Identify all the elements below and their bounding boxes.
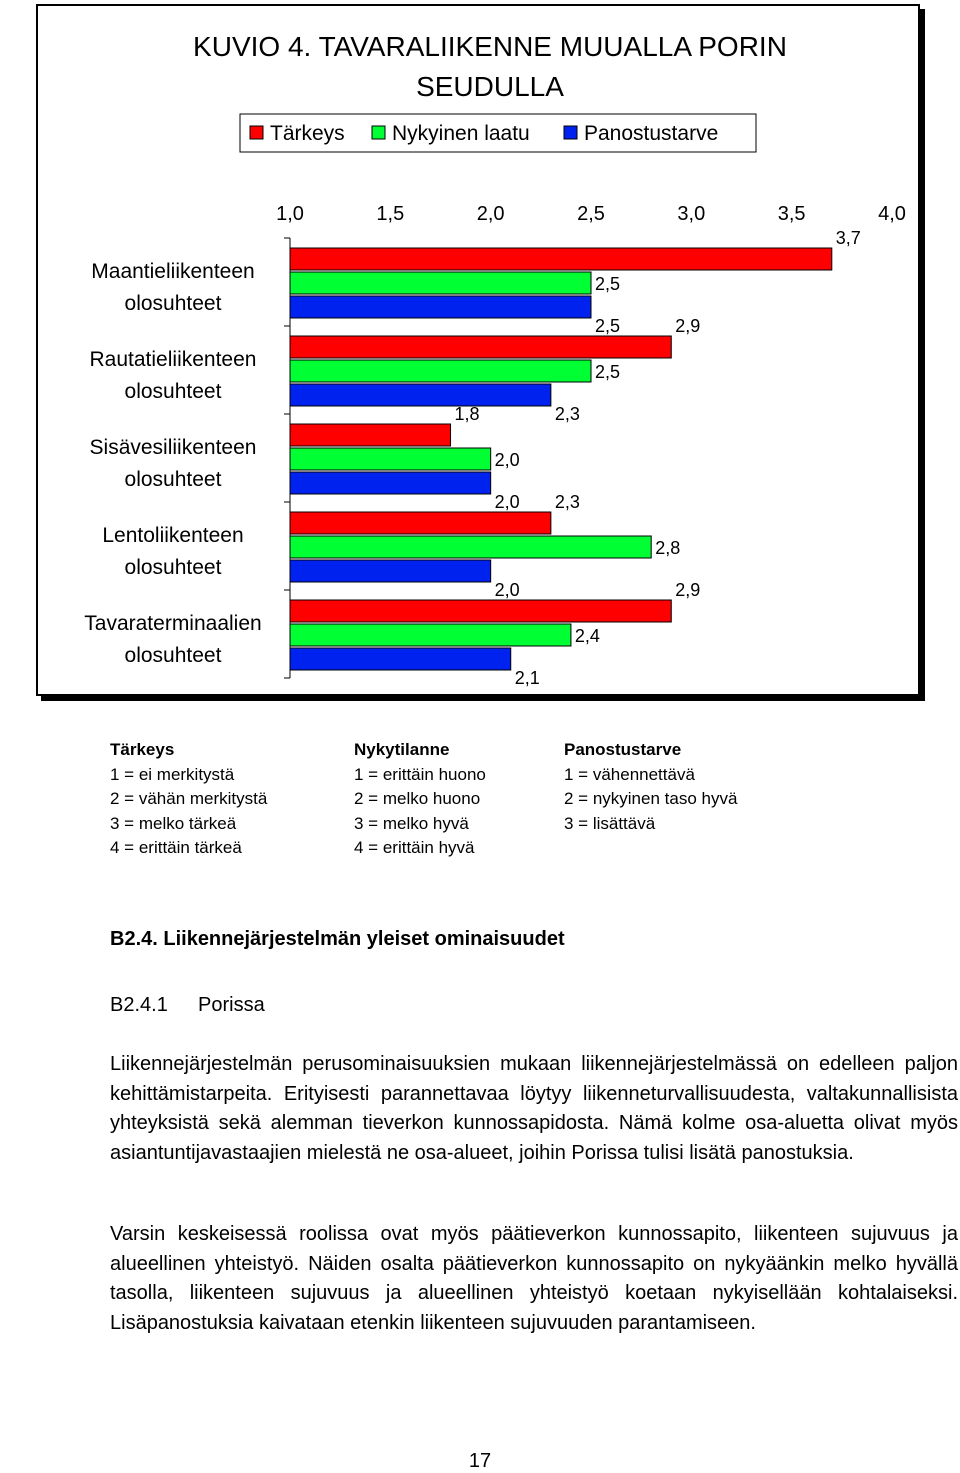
data-label: 2,3: [554, 492, 580, 512]
paragraph: Liikennejärjestelmän perusominaisuuksien mukaan liikennejärjestelmässä on edelleen paljon kehittämistarpeita. Erityisesti parannettavaa löytyy liikenneturvallisuudesta, valtakunnallisista yhteyksistä sekä alemman tieverkon kunnossapidosta. Nämä kolme osa-aluetta olivat myös asiantuntijavastaajien mielestä ne osa-alueet, joihin Porissa tulisi lisätä panostuksia.: [110, 1053, 958, 1164]
data-label: 2,0: [494, 450, 520, 470]
x-tick-label: 2,0: [476, 203, 505, 225]
scale-item: 2 = nykyinen taso hyvä: [564, 789, 738, 808]
scale-item: 4 = erittäin tärkeä: [110, 838, 242, 857]
bar: [290, 624, 571, 646]
bar: [290, 448, 491, 470]
data-label: 2,0: [494, 492, 520, 512]
legend-swatch: [250, 126, 263, 139]
section-title: B2.4. Liikennejärjestelmän yleiset ominaisuudet: [110, 928, 565, 950]
scale-item: 1 = vähennettävä: [564, 764, 695, 784]
scale-item: 2 = melko huono: [354, 789, 481, 808]
x-tick-label: 1,0: [276, 203, 304, 225]
scale-heading: Tärkeys: [110, 740, 175, 759]
scale-notes-importance: [110, 738, 267, 861]
data-label: 2,5: [595, 362, 621, 382]
data-label: 3,7: [835, 228, 861, 248]
scale-item: 4 = erittäin hyvä: [354, 838, 475, 857]
category-label: Maantieliikenteen: [91, 260, 255, 283]
category-label: olosuhteet: [124, 644, 222, 667]
bar: [290, 384, 551, 406]
scale-item: 1 = erittäin huono: [354, 764, 486, 784]
legend-swatch: [564, 126, 577, 139]
legend-label: Panostustarve: [584, 122, 719, 145]
bar: [290, 472, 491, 494]
category-label: Tavaraterminaalien: [84, 612, 262, 635]
x-tick-label: 3,0: [677, 203, 706, 225]
x-tick-label: 3,5: [777, 203, 806, 225]
legend-swatch: [372, 126, 385, 139]
scale-notes-current: [354, 738, 486, 861]
x-tick-label: 2,5: [577, 203, 605, 225]
bar: [290, 248, 832, 270]
bar: [290, 424, 451, 446]
category-label: Rautatieliikenteen: [89, 348, 257, 371]
data-label: 2,1: [514, 668, 540, 688]
subsection-number: B2.4.1: [110, 994, 168, 1016]
scale-heading: Panostustarve: [564, 740, 682, 759]
bar: [290, 600, 671, 622]
bar: [290, 648, 511, 670]
chart-frame: [36, 4, 920, 696]
bar: [290, 360, 591, 382]
bar: [290, 272, 591, 294]
paragraph: Varsin keskeisessä roolissa ovat myös päätieverkon kunnossapito, liikenteen sujuvuus ja alueellinen yhteistyö. Näiden osalta päätieverkon kunnossapito on nykyäänkin melko hyvällä tasolla, liikenteen sujuvuus ja alueellinen yhteistyö koetaan nykyisellään kohtalaiseksi. Lisäpanostuksia kaivataan etenkin liikenteen sujuvuuden parantamiseen.: [110, 1223, 958, 1334]
scale-notes-investment: [564, 738, 737, 836]
chart-title: KUVIO 4. TAVARALIIKENNE MUUALLA PORIN: [193, 31, 787, 62]
bar: [290, 336, 671, 358]
scale-item: 3 = melko hyvä: [354, 813, 469, 833]
data-label: 2,5: [595, 316, 621, 336]
data-label: 2,4: [574, 626, 600, 646]
category-label: olosuhteet: [124, 292, 222, 315]
data-label: 2,5: [595, 274, 621, 294]
bar: [290, 512, 551, 534]
scale-item: 3 = lisättävä: [564, 813, 656, 833]
bar-chart: [38, 6, 918, 694]
data-label: 2,8: [655, 538, 681, 558]
bar: [290, 560, 491, 582]
data-label: 1,8: [454, 404, 480, 424]
data-label: 2,3: [554, 404, 580, 424]
subsection-heading: [110, 994, 265, 1017]
category-label: Lentoliikenteen: [102, 524, 244, 547]
bar: [290, 296, 591, 318]
scale-item: 3 = melko tärkeä: [110, 813, 237, 833]
legend-label: Tärkeys: [270, 122, 345, 145]
data-label: 2,0: [494, 580, 520, 600]
category-label: olosuhteet: [124, 380, 222, 403]
category-label: olosuhteet: [124, 468, 222, 491]
bar: [290, 536, 651, 558]
chart-title: SEUDULLA: [416, 71, 564, 102]
scale-item: 1 = ei merkitystä: [110, 764, 235, 784]
subsection-title: Porissa: [198, 994, 265, 1016]
scale-item: 2 = vähän merkitystä: [110, 789, 268, 808]
legend-label: Nykyinen laatu: [392, 122, 530, 145]
category-label: Sisävesiliikenteen: [89, 436, 257, 459]
page-number: 17: [468, 1450, 492, 1472]
scale-heading: Nykytilanne: [354, 740, 450, 759]
data-label: 2,9: [675, 316, 701, 336]
category-label: olosuhteet: [124, 556, 222, 579]
x-tick-label: 4,0: [878, 203, 906, 225]
x-tick-label: 1,5: [376, 203, 405, 225]
data-label: 2,9: [675, 580, 701, 600]
